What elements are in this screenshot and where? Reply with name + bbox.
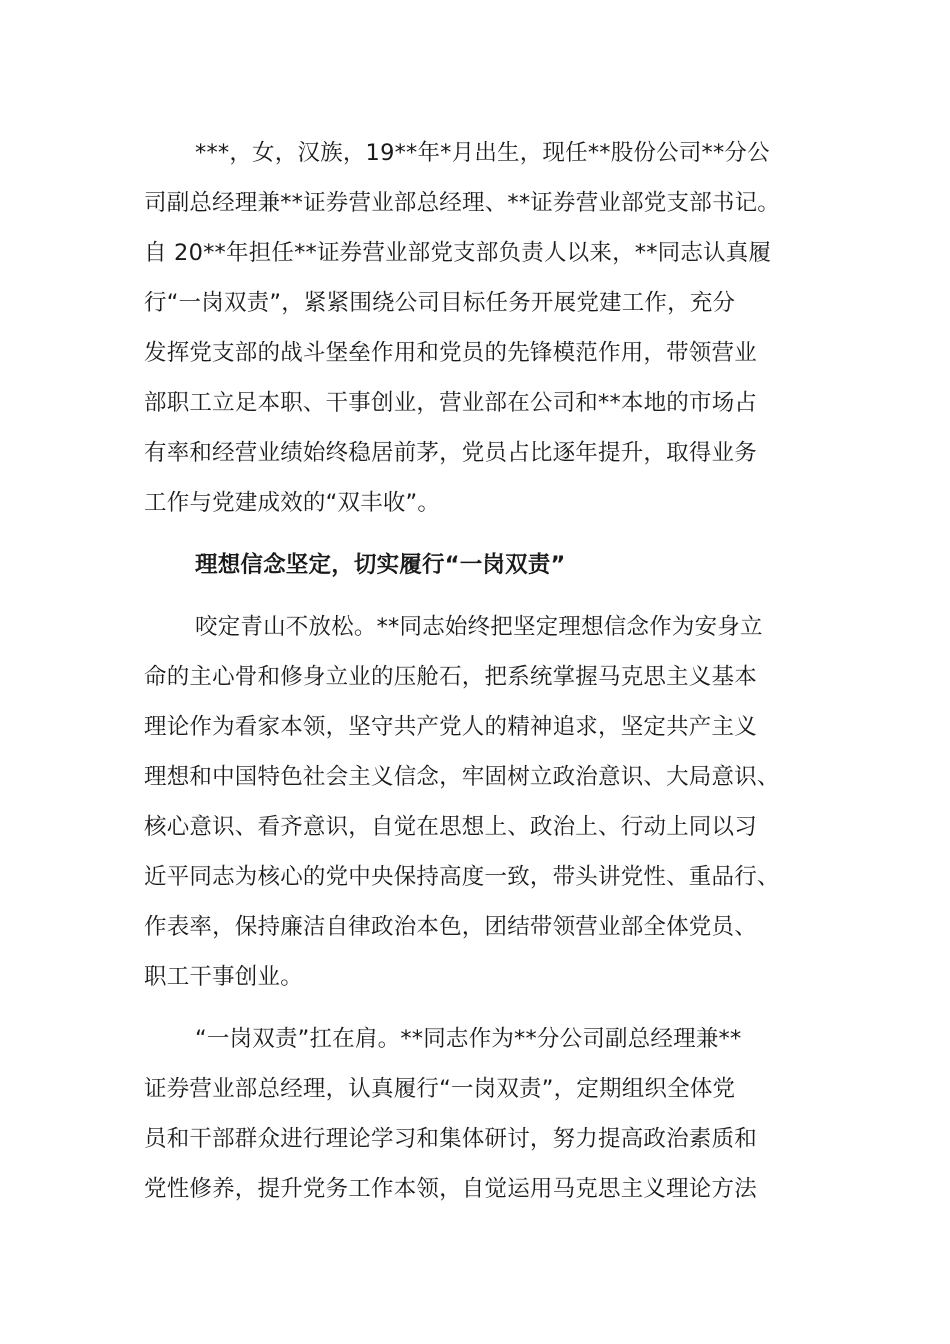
paragraph-line: 党性修养，提升党务工作本领，自觉运用马克思主义理论方法 [144, 1176, 757, 1202]
paragraph-line: 行“一岗双责”，紧紧围绕公司目标任务开展党建工作，充分 [144, 290, 736, 316]
paragraph-line: 发挥党支部的战斗堡垒作用和党员的先锋模范作用，带领营业 [144, 340, 757, 366]
paragraph-line: 理想和中国特色社会主义信念，牢固树立政治意识、大局意识、 [144, 764, 780, 790]
paragraph-line: “一岗双责”扛在肩。**同志作为**分公司副总经理兼** [195, 1026, 742, 1052]
paragraph-line: 核心意识、看齐意识，自觉在思想上、政治上、行动上同以习 [144, 814, 757, 840]
paragraph-intro [144, 128, 796, 528]
section-heading: 理想信念坚定，切实履行“一岗双责” [195, 552, 566, 578]
paragraph-dual-responsibility [144, 1014, 796, 1214]
paragraph-line: 部职工立足本职、干事创业，营业部在公司和**本地的市场占 [144, 390, 758, 416]
paragraph-line: 自 20**年担任**证券营业部党支部负责人以来，**同志认真履 [144, 240, 772, 266]
paragraph-line: 咬定青山不放松。**同志始终把坚定理想信念作为安身立 [195, 614, 763, 640]
document-body [144, 128, 796, 1214]
paragraph-line: 有率和经营业绩始终稳居前茅，党员占比逐年提升，取得业务 [144, 440, 757, 466]
paragraph-ideals [144, 602, 796, 1002]
paragraph-line: 近平同志为核心的党中央保持高度一致，带头讲党性、重品行、 [144, 864, 780, 890]
paragraph-line: 命的主心骨和修身立业的压舱石，把系统掌握马克思主义基本 [144, 664, 757, 690]
paragraph-line: 作表率，保持廉洁自律政治本色，团结带领营业部全体党员、 [144, 914, 757, 940]
paragraph-line: 理论作为看家本领，坚守共产党人的精神追求，坚定共产主义 [144, 714, 757, 740]
paragraph-line: 职工干事创业。 [144, 964, 303, 990]
paragraph-line: 员和干部群众进行理论学习和集体研讨，努力提高政治素质和 [144, 1126, 757, 1152]
paragraph-line: 工作与党建成效的“双丰收”。 [144, 490, 441, 516]
paragraph-line: 司副总经理兼**证券营业部总经理、**证券营业部党支部书记。 [144, 190, 781, 216]
paragraph-line: 证券营业部总经理，认真履行“一岗双责”，定期组织全体党 [144, 1076, 736, 1102]
paragraph-line: ***，女，汉族，19**年*月出生，现任**股份公司**分公 [195, 140, 770, 166]
